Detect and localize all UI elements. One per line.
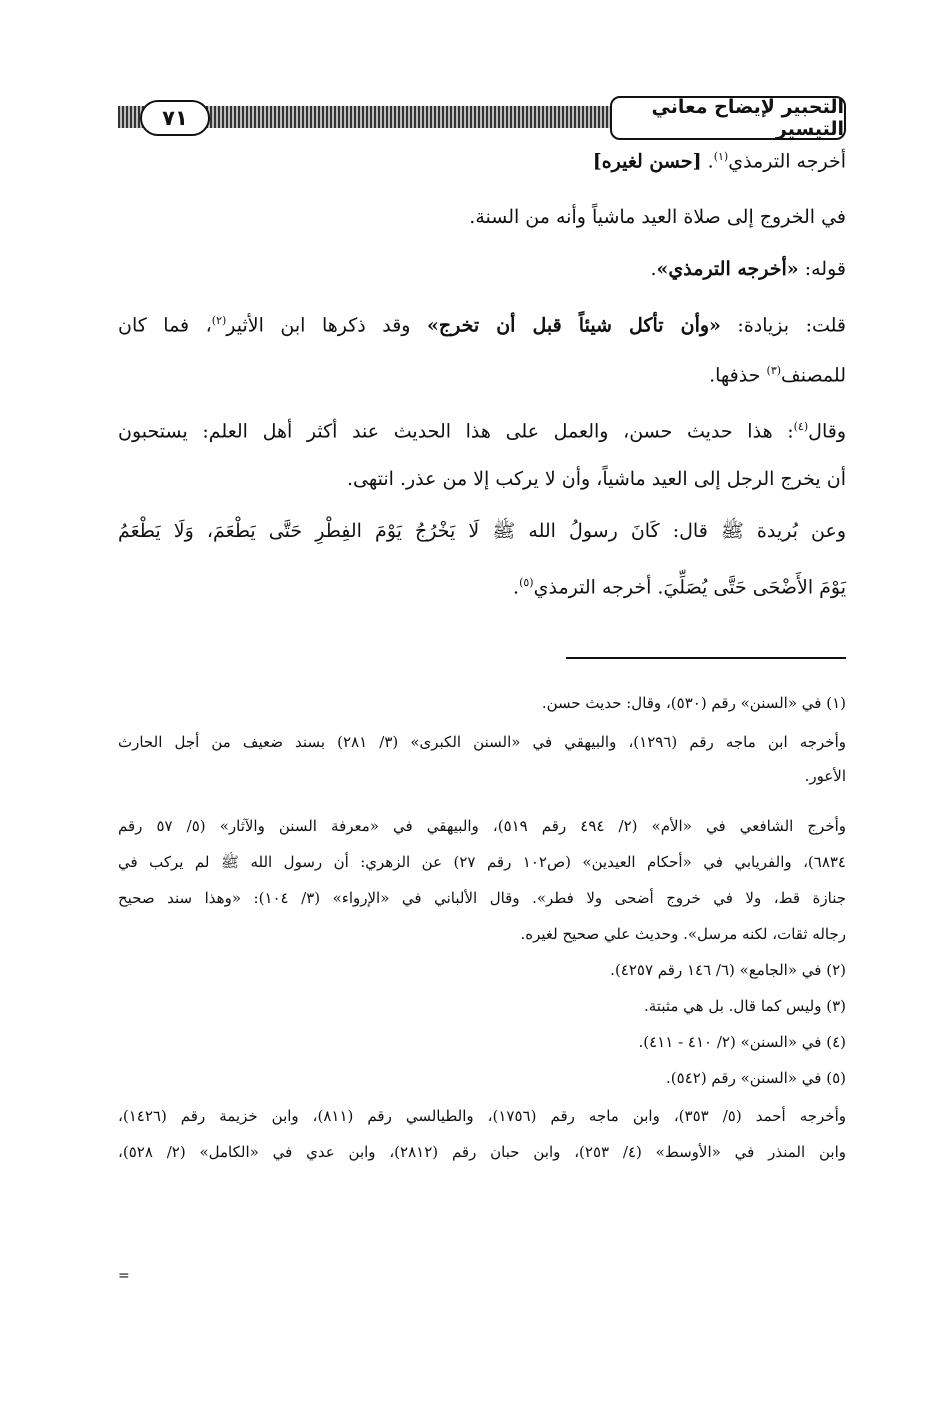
text-run: وعن بُريدة ﷺ قال: كَانَ رسولُ الله ﷺ لَا يَخْرُجُ يَوْمَ الفِطْرِ حَتَّى يَطْعَمَ، وَلَا يَطْعَمُ <box>118 520 846 542</box>
footnote-line: وأخرجه ابن ماجه رقم (١٢٩٦)، والبيهقي في «السنن الكبرى» (٣/ ٢٨١) بسند ضعيف من أجل الحارث <box>118 733 846 751</box>
text-run: . <box>701 150 714 173</box>
text-line <box>118 568 846 602</box>
footnote-line: جنازة قط، ولا في خروج أضحى ولا فطر». وقال الألباني في «الإرواء» (٣/ ١٠٤): «وهذا سند صحيح <box>118 889 846 907</box>
text-line <box>118 412 846 446</box>
text-line <box>118 356 846 390</box>
text-run: قوله: <box>798 258 846 280</box>
continuation-mark: = <box>118 1268 130 1284</box>
bold-phrase: «وأن تأكل شيئاً قبل أن تخرج» <box>426 314 721 337</box>
footnote-line: (١) في «السنن» رقم (٥٣٠)، وقال: حديث حسن. <box>541 694 846 712</box>
page-number: ٧١ <box>140 100 210 136</box>
text-run: وقال <box>808 420 846 443</box>
text-run: للمصنف <box>781 364 846 387</box>
footnote-ref: (١) <box>713 150 729 163</box>
text-run: في الخروج إلى صلاة العيد ماشياً وأنه من السنة. <box>469 206 846 228</box>
text-line <box>118 254 846 284</box>
running-header <box>118 96 846 140</box>
footnote-ref: (٣) <box>766 364 782 377</box>
footnote-ref: (٢) <box>211 314 227 327</box>
footnote-ref: (٤) <box>793 420 809 433</box>
text-line <box>118 306 846 340</box>
text-run: يَوْمَ الأَضْحَى حَتَّى يُصَلِّيَ. أخرجه الترمذي <box>533 576 846 599</box>
text-run: ، فما كان <box>118 314 212 337</box>
footnote-line: وأخرجه أحمد (٥/ ٣٥٣)، وابن ماجه رقم (١٧٥٦)، والطيالسي رقم (٨١١)، وابن خزيمة رقم (١٤٢٦)، <box>118 1107 846 1125</box>
footnote-line: وأخرج الشافعي في «الأم» (٢/ ٤٩٤ رقم ٥١٩)، والبيهقي في «معرفة السنن والآثار» (٥/ ٥٧ رقم <box>118 817 847 835</box>
footnote-line: (٥) في «السنن» رقم (٥٤٢). <box>666 1069 846 1087</box>
footnote-line: (٣) وليس كما قال. بل هي مثبتة. <box>643 997 846 1015</box>
footnote-line: (٢) في «الجامع» (٦/ ١٤٦ رقم ٤٢٥٧). <box>610 961 846 979</box>
footnote-line: وابن المنذر في «الأوسط» (٤/ ٢٥٣)، وابن حبان رقم (٢٨١٢)، وابن عدي في «الكامل» (٢/ ٥٢٨)، <box>118 1143 846 1161</box>
text-line <box>118 142 846 176</box>
text-line <box>118 202 846 232</box>
footnote-line: (٤) في «السنن» (٢/ ٤١٠ - ٤١١). <box>638 1033 846 1051</box>
footnote-line: الأعور. <box>804 767 846 785</box>
bold-phrase: [حسن لغيره] <box>592 150 702 173</box>
footnote-separator <box>566 657 846 659</box>
text-run: . <box>513 576 520 599</box>
text-run: حذفها. <box>709 364 767 387</box>
footnote-line: رجاله ثقات، لكنه مرسل». وحديث علي صحيح لغيره. <box>520 925 846 943</box>
text-run: قلت: بزيادة: <box>720 314 847 337</box>
text-run: . <box>650 258 657 280</box>
text-run: أخرجه الترمذي <box>728 150 846 173</box>
book-title: التحبير لإيضاح معاني التيسير <box>610 96 846 140</box>
text-run: : هذا حديث حسن، والعمل على هذا الحديث عند أكثر أهل العلم: يستحبون <box>118 420 794 443</box>
text-run: أن يخرج الرجل إلى العيد ماشياً، وأن لا يركب إلا من عذر. انتهى. <box>346 468 846 490</box>
footnote-line: ٦٨٣٤)، والفريابي في «أحكام العيدين» (ص١٠٢ رقم ٢٧) عن الزهري: أن رسول الله ﷺ لم يركب في <box>118 853 846 871</box>
text-line <box>118 516 846 546</box>
footnote-ref: (٥) <box>519 576 534 589</box>
bold-phrase: «أخرجه الترمذي» <box>656 258 799 280</box>
text-line <box>118 464 846 494</box>
text-run: وقد ذكرها ابن الأثير <box>226 314 427 337</box>
